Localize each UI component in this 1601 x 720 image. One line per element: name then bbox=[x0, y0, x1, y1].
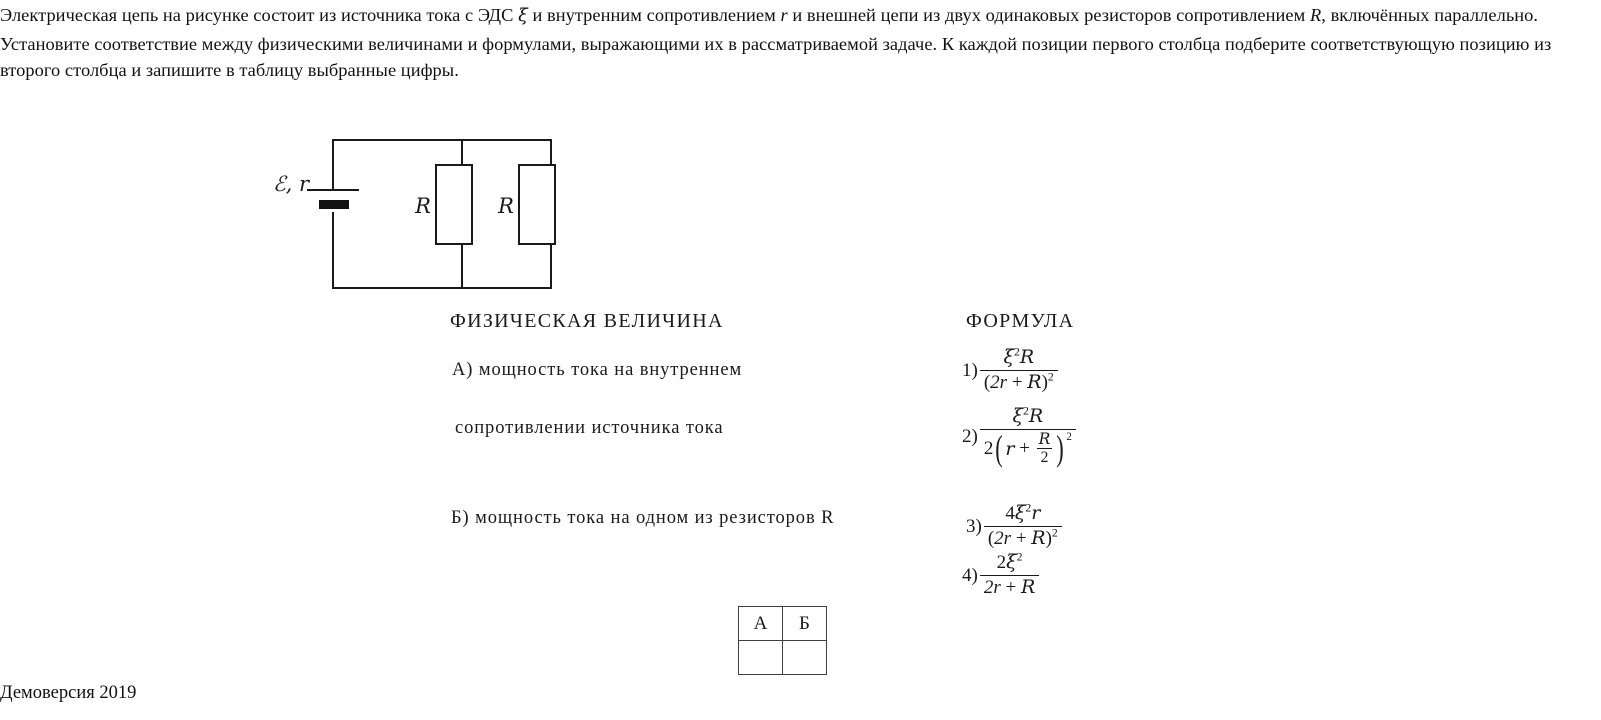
intro-paragraph-1 bbox=[0, 2, 1601, 29]
quantity-b-marker: Б) bbox=[451, 508, 470, 528]
emf-source-label: ℰ, r bbox=[272, 172, 310, 196]
intro-text-block bbox=[0, 2, 1601, 83]
answer-header-b: Б bbox=[783, 607, 827, 641]
formula-2-fraction bbox=[980, 406, 1076, 467]
battery-negative-plate bbox=[319, 200, 349, 209]
intro-p1-segment-3: и внешней цепи из двух одинаковых резисторов сопротивлением bbox=[787, 5, 1310, 25]
right-paren-icon: ) bbox=[1056, 428, 1065, 468]
resistor-left-box bbox=[436, 165, 472, 244]
intro-p1-segment-2: и внутренним сопротивлением bbox=[527, 5, 781, 25]
formula-3-fraction bbox=[984, 503, 1062, 549]
formula-2-inner-fraction: $\frac{R}{2}$ bbox=[1035, 431, 1055, 468]
circuit-diagram bbox=[255, 118, 635, 313]
left-paren-icon: ( bbox=[995, 428, 1004, 468]
formula-2-den-group: 2 ( r + $\frac{R}{2}$ ) 2 bbox=[983, 428, 1072, 468]
quantity-a-marker: А) bbox=[452, 360, 474, 380]
column-header-formula: ФОРМУЛА bbox=[966, 310, 1075, 332]
intro-paragraph-2: Установите соответствие между физическими величинами и формулами, выражающими их в рассматриваемой задаче. К каждой позиции первого столбца подберите соответствующую позицию из второго столбца и запишите в таблицу выбранные цифры. bbox=[0, 34, 1556, 80]
resistor-left-label: R bbox=[415, 194, 431, 218]
formula-3-denominator: $(2r + R)^2$ bbox=[984, 526, 1062, 550]
formula-4-fraction bbox=[980, 552, 1039, 598]
resistor-right-box bbox=[519, 165, 555, 244]
footer-source-label: Демоверсия 2019 bbox=[0, 683, 137, 703]
intro-p1-segment-1: Электрическая цепь на рисунке состоит из источника тока с ЭДС bbox=[0, 5, 519, 25]
formula-1-number: 1) bbox=[962, 359, 978, 381]
quantity-a-line1 bbox=[452, 360, 742, 381]
quantity-b-line1 bbox=[451, 508, 834, 529]
formula-3-number: 3) bbox=[966, 515, 982, 537]
formula-2-number: 2) bbox=[962, 426, 978, 448]
intro-p1-segment-4: , включённых параллельно. bbox=[1321, 5, 1539, 25]
formula-4-denominator: 2r + R bbox=[980, 575, 1039, 599]
answer-cell-a[interactable] bbox=[739, 641, 783, 675]
resistance-symbol: R bbox=[1309, 5, 1322, 25]
formula-4-numerator: $2\xi^2$ bbox=[996, 550, 1023, 573]
emf-symbol: ξ bbox=[518, 6, 528, 26]
formula-2-denominator bbox=[980, 429, 1076, 468]
internal-resistance-symbol: r bbox=[780, 5, 788, 25]
answer-cell-b[interactable] bbox=[783, 641, 827, 675]
formula-1-fraction bbox=[980, 347, 1058, 393]
battery-symbol bbox=[307, 190, 359, 209]
quantity-a-text1: мощность тока на внутреннем bbox=[478, 360, 743, 380]
formula-3-numerator: $4\xi^2r$ bbox=[1005, 501, 1041, 524]
answer-table bbox=[738, 606, 827, 675]
formula-2 bbox=[962, 406, 1076, 467]
circuit-svg bbox=[255, 118, 635, 313]
column-header-quantity: ФИЗИЧЕСКАЯ ВЕЛИЧИНА bbox=[450, 310, 724, 332]
formula-4-number: 4) bbox=[962, 564, 978, 586]
quantity-b-text1: мощность тока на одном из резисторов R bbox=[475, 508, 835, 528]
matching-section bbox=[0, 300, 1601, 600]
quantity-a-line2: сопротивлении источника тока bbox=[455, 418, 724, 438]
formula-4 bbox=[962, 552, 1039, 598]
formula-3 bbox=[966, 503, 1062, 549]
resistor-right-label: R bbox=[498, 194, 514, 218]
formula-1-denominator: $(2r + R)^2$ bbox=[980, 370, 1058, 394]
formula-1-numerator: $\xi^2R$ bbox=[1003, 345, 1035, 368]
answer-header-a: А bbox=[739, 607, 783, 641]
answer-table-value-row bbox=[739, 641, 827, 675]
formula-2-numerator: $\xi^2R$ bbox=[1012, 404, 1044, 427]
formula-1 bbox=[962, 347, 1058, 393]
answer-table-header-row bbox=[739, 607, 827, 641]
